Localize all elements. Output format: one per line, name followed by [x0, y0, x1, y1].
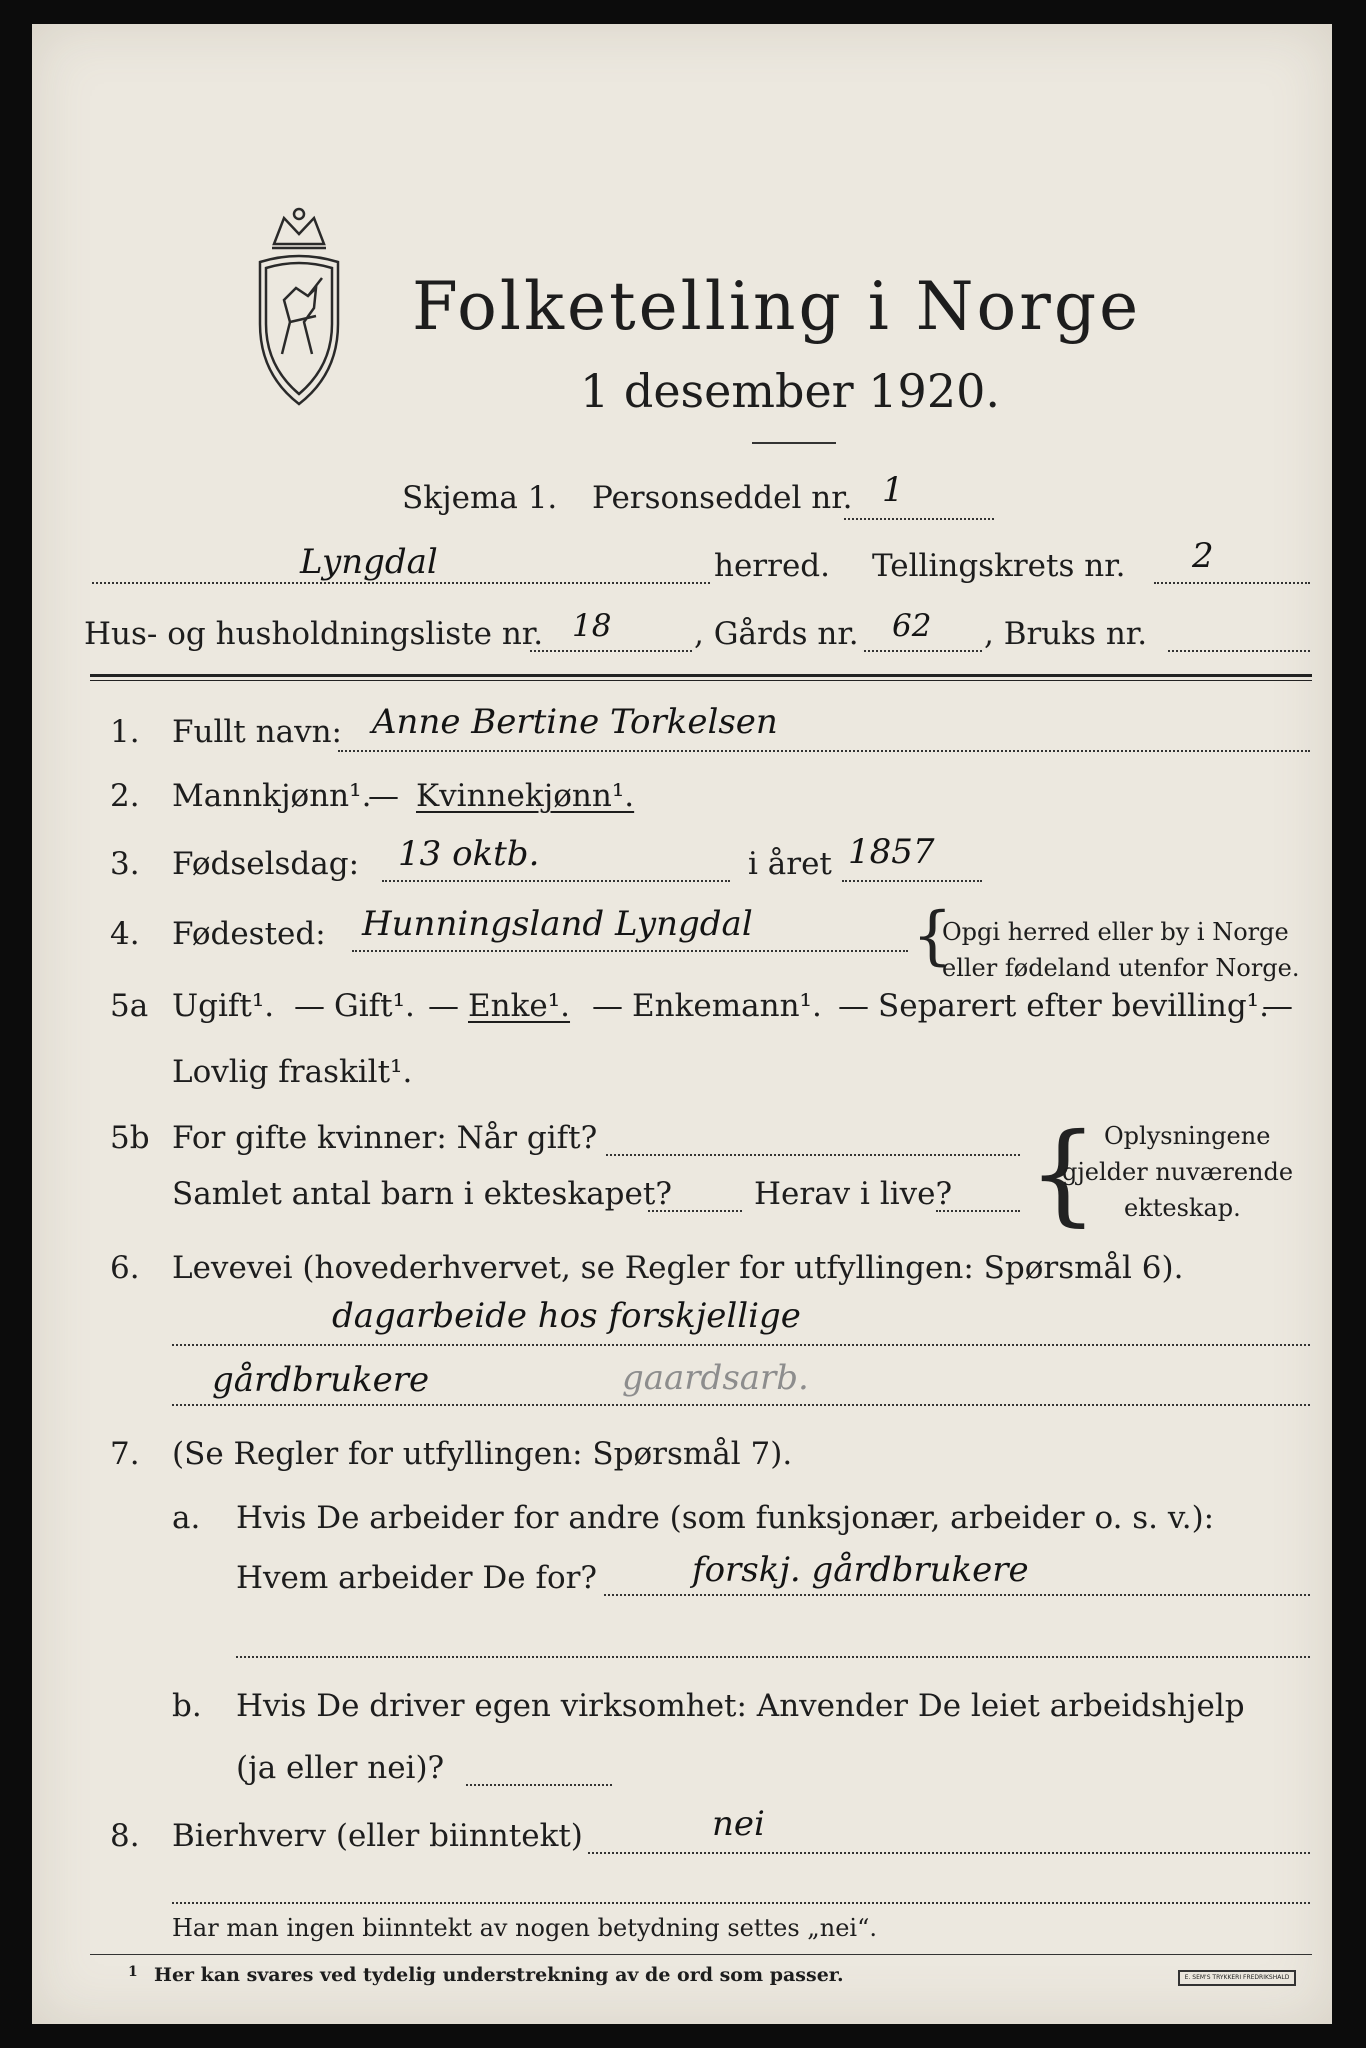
- q2-mann: Mannkjønn¹.: [172, 778, 372, 814]
- q7b-number: b.: [172, 1688, 202, 1724]
- census-form-sheet: [32, 24, 1332, 2024]
- q4-note-line1: Opgi herred eller by i Norge: [942, 918, 1289, 946]
- q5b-brace: {: [1028, 1109, 1098, 1237]
- q5b-number: 5b: [110, 1120, 150, 1156]
- gards-label: , Gårds nr.: [694, 616, 859, 652]
- q3-value: 13 oktb.: [398, 834, 540, 874]
- q5a-dash-3: —: [592, 988, 623, 1024]
- section-rule: [90, 674, 1312, 681]
- q7a-number: a.: [172, 1500, 201, 1536]
- q7b-label1: Hvis De driver egen virksomhet: Anvender De leiet arbeidshjelp: [236, 1688, 1245, 1724]
- q5b-label-children: Samlet antal barn i ekteskapet?: [172, 1176, 672, 1212]
- hus-line: [530, 650, 692, 652]
- q7b-label2: (ja eller nei)?: [236, 1750, 445, 1786]
- q4-number: 4.: [110, 916, 140, 952]
- gards-line: [864, 650, 982, 652]
- q4-note-line2: eller fødeland utenfor Norge.: [942, 954, 1300, 982]
- q5a-gift: Gift¹.: [334, 988, 415, 1024]
- q7-number: 7.: [110, 1436, 140, 1472]
- q5a-ugift: Ugift¹.: [172, 988, 275, 1024]
- q5b-note-line3: ekteskap.: [1124, 1194, 1241, 1222]
- q5a-fraskilt: Lovlig fraskilt¹.: [172, 1054, 413, 1090]
- q5b-note-line2: gjelder nuværende: [1062, 1158, 1294, 1186]
- q5a-separert: Separert efter bevilling¹.: [878, 988, 1269, 1024]
- q5b-alive-line: [936, 1210, 1020, 1212]
- q7a-line-2: [236, 1656, 1310, 1658]
- bruks-line: [1168, 650, 1310, 652]
- q1-label: Fullt navn:: [172, 714, 342, 750]
- q8-line-2: [172, 1902, 1310, 1904]
- personseddel-value: 1: [882, 470, 904, 510]
- form-date: 1 desember 1920.: [580, 364, 1000, 418]
- q5a-dash-2: —: [428, 988, 459, 1024]
- q6-value-line2: gårdbrukere: [212, 1360, 430, 1400]
- bruks-label: , Bruks nr.: [984, 616, 1148, 652]
- q5a-enke-underlined: Enke¹.: [468, 988, 571, 1024]
- q5b-label-married: For gifte kvinner: Når gift?: [172, 1120, 598, 1156]
- printer-stamp: E. SEM'S TRYKKERI FREDRIKSHALD: [1178, 1970, 1296, 1986]
- q5b-married-line: [606, 1154, 1020, 1156]
- q4-brace: {: [912, 899, 953, 973]
- q5a-dash-5: —: [1262, 988, 1293, 1024]
- tellingskrets-value: 2: [1192, 536, 1214, 576]
- personseddel-line: [844, 518, 994, 520]
- q3-year-value: 1857: [848, 832, 935, 872]
- q3-label: Fødselsdag:: [172, 846, 360, 882]
- q3-number: 3.: [110, 846, 140, 882]
- q6-line-2: [172, 1404, 1310, 1406]
- tellingskrets-line: [1154, 582, 1310, 584]
- q7a-label2: Hvem arbeider De for?: [236, 1560, 598, 1596]
- q3-year-line: [842, 880, 982, 882]
- q5a-dash-4: —: [838, 988, 869, 1024]
- q6-number: 6.: [110, 1250, 140, 1286]
- q5a-enkemann: Enkemann¹.: [632, 988, 822, 1024]
- q5b-label-alive: Herav i live?: [754, 1176, 953, 1212]
- hus-label: Hus- og husholdningsliste nr.: [84, 616, 544, 652]
- q5b-children-line: [648, 1210, 742, 1212]
- q1-number: 1.: [110, 714, 140, 750]
- footer-rule: [90, 1954, 1312, 1955]
- q4-value: Hunningsland Lyngdal: [362, 904, 753, 944]
- q7a-line: [604, 1594, 1310, 1596]
- q5b-note-line1: Oplysningene: [1104, 1122, 1271, 1150]
- q8-line: [588, 1852, 1310, 1854]
- q7-label: (Se Regler for utfyllingen: Spørsmål 7).: [172, 1436, 793, 1472]
- personseddel-label: Personseddel nr.: [592, 480, 853, 516]
- q7a-value: forskj. gårdbrukere: [692, 1550, 1029, 1590]
- skjema-label: Skjema 1.: [402, 480, 558, 516]
- q6-value-line1: dagarbeide hos forskjellige: [332, 1296, 801, 1336]
- q6-pencil-note: gaardsarb.: [622, 1358, 809, 1398]
- q1-line: [338, 750, 1310, 752]
- q1-value: Anne Bertine Torkelsen: [372, 702, 778, 742]
- q3-year-label: i året: [748, 846, 832, 882]
- q5a-dash-1: —: [294, 988, 325, 1024]
- q8-number: 8.: [110, 1818, 140, 1854]
- herred-line: [92, 582, 710, 584]
- footnote-number: 1: [128, 1964, 138, 1980]
- q2-kvinne-underlined: Kvinnekjønn¹.: [416, 778, 635, 814]
- q5a-number: 5a: [110, 988, 149, 1024]
- q4-label: Fødested:: [172, 916, 326, 952]
- q6-line-1: [172, 1344, 1310, 1346]
- q2-number: 2.: [110, 778, 140, 814]
- herred-label: herred.: [714, 548, 830, 584]
- hus-value: 18: [572, 608, 612, 644]
- footnote-text: Her kan svares ved tydelig understrekning av de ord som passer.: [154, 1964, 844, 1986]
- norwegian-coat-of-arms-lion-icon: [244, 204, 354, 414]
- q8-label: Bierhverv (eller biinntekt): [172, 1818, 583, 1854]
- q8-value: nei: [712, 1804, 765, 1844]
- q4-line: [352, 950, 908, 952]
- herred-value: Lyngdal: [300, 542, 438, 582]
- q6-label: Levevei (hovederhvervet, se Regler for utfyllingen: Spørsmål 6).: [172, 1250, 1184, 1286]
- footer-note: Har man ingen biinntekt av nogen betydning settes „nei“.: [172, 1914, 877, 1942]
- q2-separator: —: [368, 778, 399, 814]
- form-title: Folketelling i Norge: [412, 268, 1142, 345]
- q3-line: [382, 880, 730, 882]
- tellingskrets-label: Tellingskrets nr.: [872, 548, 1126, 584]
- title-divider: [752, 442, 836, 444]
- q7b-line: [466, 1784, 612, 1786]
- q7a-label1: Hvis De arbeider for andre (som funksjonær, arbeider o. s. v.):: [236, 1500, 1215, 1536]
- gards-value: 62: [892, 608, 932, 644]
